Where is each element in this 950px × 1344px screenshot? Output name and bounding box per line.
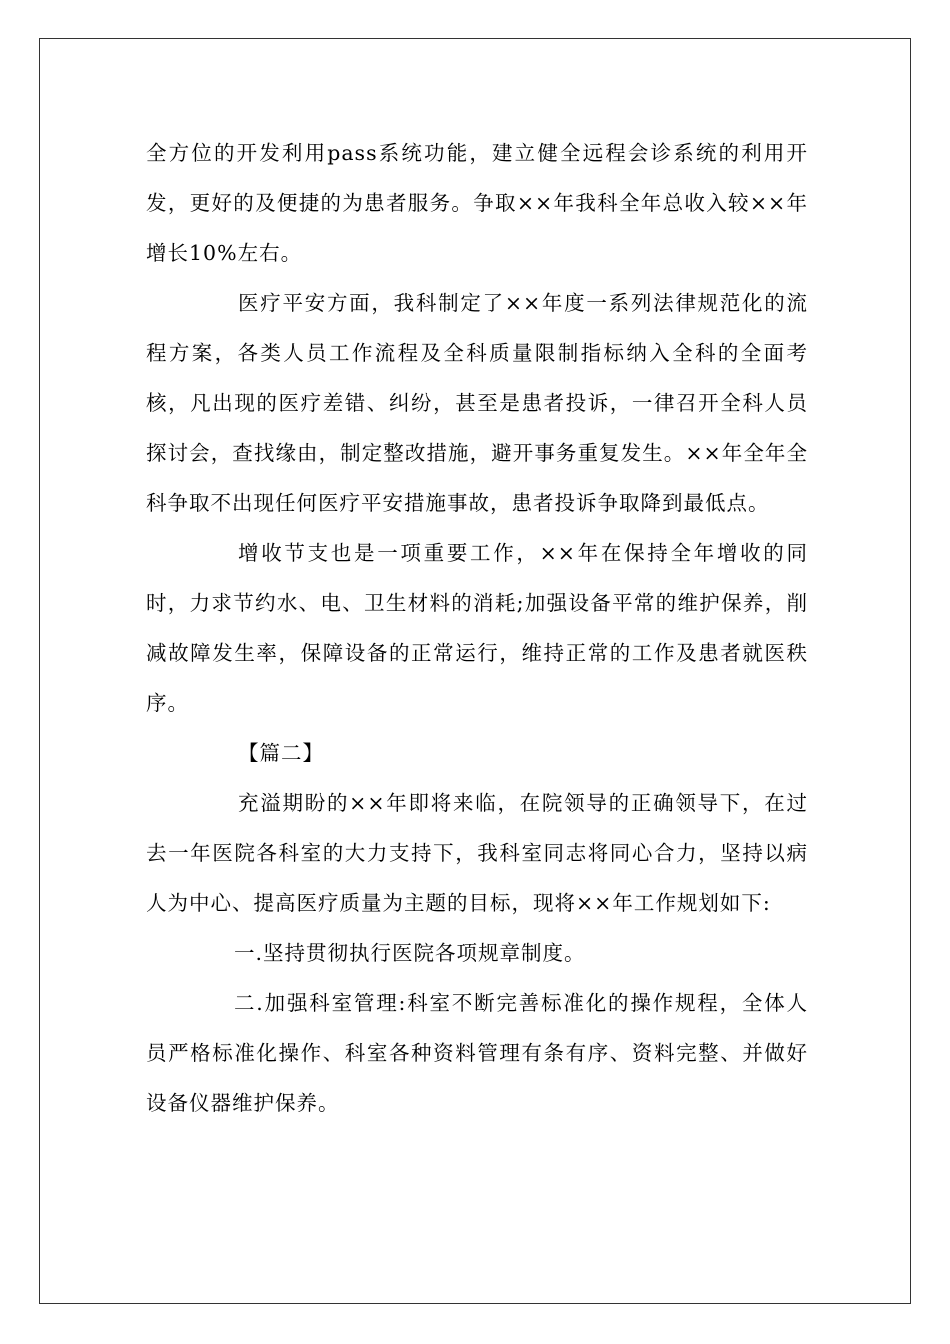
list-item-rules: 一.坚持贯彻执行医院各项规章制度。 (234, 941, 586, 965)
section-heading: 【篇二】 (238, 741, 324, 765)
paragraph-medical-safety: 医疗平安方面，我科制定了××年度一系列法律规范化的流程方案，各类人员工作流程及全科质量限制指标纳入全科的全面考核，凡出现的医疗差错、纠纷，甚至是患者投诉，一律召开全科人员探讨会，查找缘由，制定整改措施，避开事务重复发生。××年全年全科争取不出现任何医疗平安措施事故，患者投诉争取降到最低点。 (146, 291, 808, 515)
document-body (146, 128, 808, 1128)
paragraph-intro: 充溢期盼的××年即将来临，在院领导的正确领导下，在过去一年医院各科室的大力支持下，我科室同志将同心合力，坚持以病人为中心、提高医疗质量为主题的目标，现将××年工作规划如下: (146, 791, 808, 915)
paragraph-continuation: 全方位的开发利用pass系统功能，建立健全远程会诊系统的利用开发，更好的及便捷的为患者服务。争取××年我科全年总收入较××年增长10%左右。 (146, 141, 808, 265)
list-item-management: 二.加强科室管理:科室不断完善标准化的操作规程，全体人员严格标准化操作、科室各种资料管理有条有序、资料完整、并做好设备仪器维护保养。 (146, 991, 808, 1115)
paragraph-cost-saving: 增收节支也是一项重要工作，××年在保持全年增收的同时，力求节约水、电、卫生材料的消耗;加强设备平常的维护保养，削减故障发生率，保障设备的正常运行，维持正常的工作及患者就医秩序。 (146, 541, 808, 715)
